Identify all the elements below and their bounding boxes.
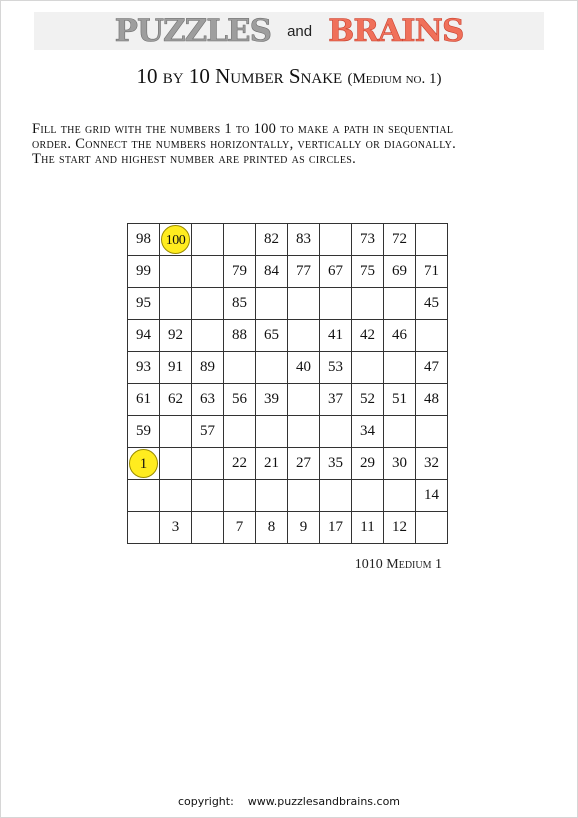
header-banner [34, 12, 544, 50]
grid-cell[interactable] [416, 320, 448, 352]
cell-number: 75 [360, 263, 375, 279]
cell-number: 77 [296, 263, 311, 279]
grid-cell[interactable] [256, 352, 288, 384]
grid-cell[interactable] [256, 224, 288, 256]
grid-cell[interactable] [384, 416, 416, 448]
grid-cell[interactable] [352, 384, 384, 416]
grid-cell[interactable] [320, 416, 352, 448]
cell-number: 11 [360, 519, 375, 535]
grid-cell[interactable] [160, 512, 192, 544]
site-logo[interactable] [34, 12, 544, 50]
cell-number: 48 [424, 391, 439, 407]
grid-cell[interactable] [192, 256, 224, 288]
cell-number: 63 [200, 391, 215, 407]
grid-cell[interactable] [192, 448, 224, 480]
title-subtitle: (Medium no. 1) [347, 71, 442, 87]
grid-cell[interactable] [384, 224, 416, 256]
grid-row [128, 256, 448, 288]
cell-number: 88 [232, 327, 247, 343]
number-snake-grid [127, 223, 448, 544]
grid-cell[interactable] [384, 384, 416, 416]
cell-number: 27 [296, 455, 311, 471]
grid-cell[interactable] [320, 384, 352, 416]
grid-cell[interactable] [384, 256, 416, 288]
logo-puzzles-text: PUZZLES [114, 13, 272, 49]
grid-cell[interactable] [288, 512, 320, 544]
grid-cell[interactable] [224, 320, 256, 352]
cell-number: 61 [136, 391, 151, 407]
cell-number: 67 [328, 263, 343, 279]
cell-number: 52 [360, 391, 375, 407]
grid-cell[interactable] [288, 320, 320, 352]
logo-brains-text: BRAINS [328, 13, 464, 49]
grid-cell[interactable] [256, 320, 288, 352]
grid-cell[interactable] [288, 448, 320, 480]
circled-number: 1 [129, 449, 158, 478]
grid-cell[interactable] [416, 352, 448, 384]
grid-cell[interactable] [352, 352, 384, 384]
cell-number: 35 [328, 455, 343, 471]
cell-number: 53 [328, 359, 343, 375]
grid-cell[interactable] [352, 512, 384, 544]
instruction-line: Fill the grid with the numbers 1 to 100 to make a path in sequential [32, 121, 454, 137]
grid-cell[interactable] [160, 288, 192, 320]
grid-cell[interactable] [256, 416, 288, 448]
grid-cell[interactable] [256, 480, 288, 512]
puzzle-id: 1010 Medium 1 [354, 557, 442, 572]
grid-cell[interactable] [416, 384, 448, 416]
grid-cell[interactable] [160, 352, 192, 384]
cell-number: 39 [264, 391, 279, 407]
grid-row [128, 384, 448, 416]
grid-cell[interactable] [416, 512, 448, 544]
grid-cell[interactable] [224, 384, 256, 416]
grid-cell[interactable] [224, 352, 256, 384]
cell-number: 72 [392, 231, 407, 247]
cell-number: 56 [232, 391, 247, 407]
grid-cell[interactable] [256, 512, 288, 544]
grid-cell[interactable] [224, 512, 256, 544]
grid-cell[interactable] [288, 384, 320, 416]
grid-row [128, 480, 448, 512]
grid-cell[interactable] [352, 320, 384, 352]
cell-number: 40 [296, 359, 311, 375]
grid-cell[interactable] [128, 448, 160, 480]
cell-number: 65 [264, 327, 279, 343]
cell-number: 34 [360, 423, 375, 439]
grid-cell[interactable] [128, 320, 160, 352]
grid-cell[interactable] [320, 288, 352, 320]
grid-cell[interactable] [352, 288, 384, 320]
cell-number: 82 [264, 231, 279, 247]
cell-number: 17 [328, 519, 343, 535]
grid-cell[interactable] [128, 480, 160, 512]
grid-cell[interactable] [160, 256, 192, 288]
grid-cell[interactable] [256, 288, 288, 320]
grid-row [128, 416, 448, 448]
grid-cell[interactable] [320, 448, 352, 480]
grid-cell[interactable] [352, 224, 384, 256]
cell-number: 42 [360, 327, 375, 343]
grid-cell[interactable] [416, 448, 448, 480]
page-title [0, 64, 578, 89]
grid-row [128, 352, 448, 384]
grid-cell[interactable] [320, 352, 352, 384]
grid-cell[interactable] [192, 512, 224, 544]
cell-number: 57 [200, 423, 215, 439]
cell-number: 99 [136, 263, 151, 279]
cell-number: 98 [136, 231, 151, 247]
footer [0, 795, 578, 808]
grid-cell[interactable] [352, 480, 384, 512]
grid-cell[interactable] [192, 416, 224, 448]
grid-cell[interactable] [320, 320, 352, 352]
instruction-line: The start and highest number are printed as circles. [32, 151, 357, 167]
grid-cell[interactable] [160, 480, 192, 512]
cell-number: 37 [328, 391, 343, 407]
grid-row [128, 448, 448, 480]
cell-number: 9 [299, 519, 308, 535]
grid-cell[interactable] [288, 416, 320, 448]
grid-cell[interactable] [128, 416, 160, 448]
grid-cell[interactable] [128, 256, 160, 288]
cell-number: 71 [424, 263, 439, 279]
grid-cell[interactable] [416, 256, 448, 288]
grid-cell[interactable] [128, 224, 160, 256]
grid-cell[interactable] [288, 224, 320, 256]
cell-number: 30 [392, 455, 407, 471]
cell-number: 45 [424, 295, 439, 311]
grid-cell[interactable] [288, 352, 320, 384]
cell-number: 29 [360, 455, 375, 471]
grid-cell[interactable] [416, 288, 448, 320]
instruction-line: order. Connect the numbers horizontally, vertically or diagonally. [32, 136, 457, 152]
grid-cell[interactable] [160, 384, 192, 416]
grid-cell[interactable] [160, 448, 192, 480]
cell-number: 22 [232, 455, 247, 471]
grid-cell[interactable] [288, 288, 320, 320]
grid-cell[interactable] [352, 416, 384, 448]
grid-cell[interactable] [384, 288, 416, 320]
grid-cell[interactable] [128, 384, 160, 416]
copyright-label: copyright: [177, 795, 234, 808]
cell-number: 93 [136, 359, 151, 375]
grid-cell[interactable] [224, 288, 256, 320]
grid-cell[interactable] [256, 448, 288, 480]
grid-cell[interactable] [224, 480, 256, 512]
grid-cell[interactable] [416, 224, 448, 256]
cell-number: 21 [264, 455, 279, 471]
cell-number: 91 [168, 359, 183, 375]
cell-number: 94 [136, 327, 151, 343]
grid-cell[interactable] [224, 416, 256, 448]
cell-number: 12 [392, 519, 407, 535]
grid-cell[interactable] [128, 288, 160, 320]
cell-number: 92 [168, 327, 183, 343]
cell-number: 59 [136, 423, 151, 439]
cell-number: 73 [360, 231, 375, 247]
grid-row [128, 512, 448, 544]
cell-number: 85 [232, 295, 247, 311]
grid-cell[interactable] [384, 480, 416, 512]
grid-cell[interactable] [192, 320, 224, 352]
grid-cell[interactable] [384, 320, 416, 352]
grid-cell[interactable] [224, 256, 256, 288]
grid-cell[interactable] [416, 480, 448, 512]
grid-cell[interactable] [288, 480, 320, 512]
grid-row [128, 224, 448, 256]
cell-number: 46 [392, 327, 407, 343]
cell-number: 84 [264, 263, 279, 279]
website-link[interactable]: www.puzzlesandbrains.com [247, 795, 401, 808]
cell-number: 69 [392, 263, 407, 279]
cell-number: 79 [232, 263, 247, 279]
grid-cell[interactable] [160, 320, 192, 352]
grid-cell[interactable] [192, 224, 224, 256]
cell-number: 3 [171, 519, 180, 535]
cell-number: 62 [168, 391, 183, 407]
title-main: 10 by 10 Number Snake [136, 64, 343, 88]
cell-number: 8 [267, 519, 276, 535]
cell-number: 14 [424, 487, 439, 503]
cell-number: 83 [296, 231, 311, 247]
grid-cell[interactable] [384, 448, 416, 480]
grid-cell[interactable] [320, 512, 352, 544]
grid-cell[interactable] [384, 512, 416, 544]
cell-number: 95 [136, 295, 151, 311]
circled-number: 100 [161, 225, 190, 254]
cell-number: 41 [328, 327, 343, 343]
grid-cell[interactable] [384, 352, 416, 384]
grid-cell[interactable] [288, 256, 320, 288]
cell-number: 47 [424, 359, 439, 375]
grid-cell[interactable] [416, 416, 448, 448]
grid-cell[interactable] [192, 352, 224, 384]
grid-cell[interactable] [192, 480, 224, 512]
grid-cell[interactable] [160, 416, 192, 448]
cell-number: 7 [235, 519, 244, 535]
cell-number: 51 [392, 391, 407, 407]
cell-number: 89 [200, 359, 215, 375]
grid-cell[interactable] [320, 480, 352, 512]
grid-cell[interactable] [160, 224, 192, 256]
grid-cell[interactable] [192, 288, 224, 320]
grid-cell[interactable] [352, 256, 384, 288]
grid-row [128, 288, 448, 320]
grid-cell[interactable] [128, 352, 160, 384]
logo-and-text: and [287, 23, 313, 40]
instructions [32, 122, 552, 167]
grid-cell[interactable] [128, 512, 160, 544]
grid-row [128, 320, 448, 352]
grid-cell[interactable] [224, 448, 256, 480]
grid-cell[interactable] [320, 224, 352, 256]
grid-cell[interactable] [352, 448, 384, 480]
grid-cell[interactable] [256, 384, 288, 416]
grid-cell[interactable] [256, 256, 288, 288]
grid-cell[interactable] [224, 224, 256, 256]
grid-cell[interactable] [192, 384, 224, 416]
grid-cell[interactable] [320, 256, 352, 288]
cell-number: 32 [424, 455, 439, 471]
